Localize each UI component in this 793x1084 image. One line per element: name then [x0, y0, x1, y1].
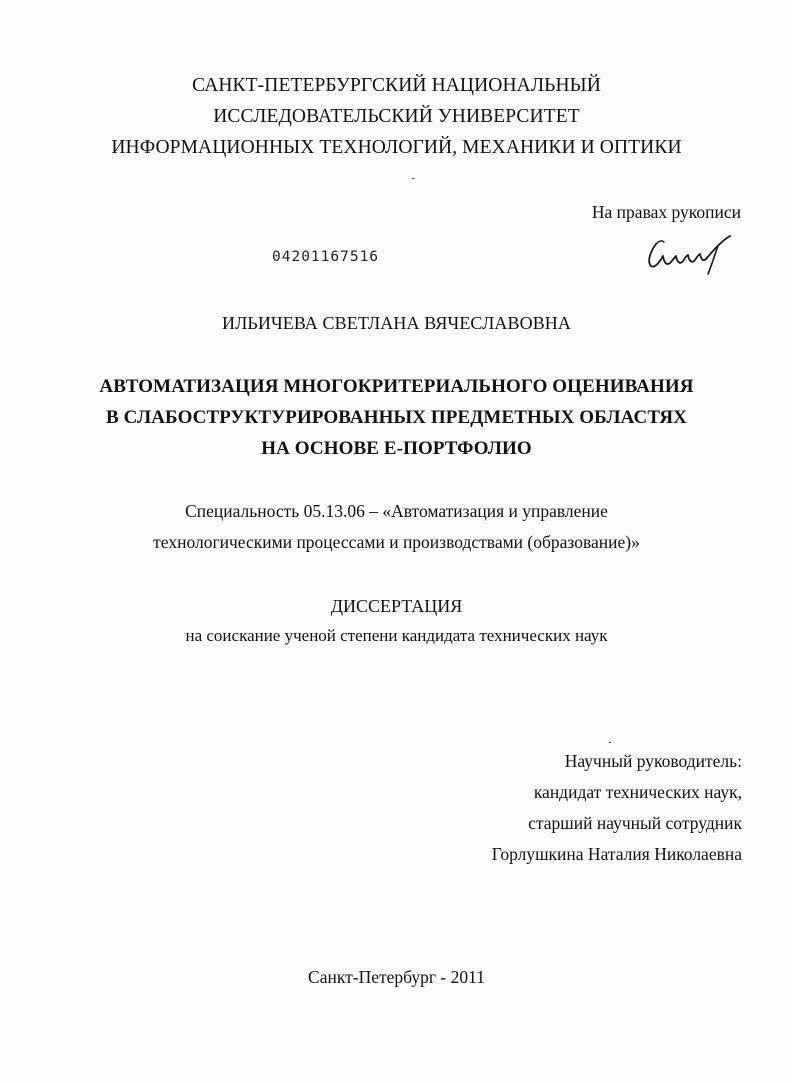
title-line-2: В СЛАБОСТРУКТУРИРОВАННЫХ ПРЕДМЕТНЫХ ОБЛАСТЯХ	[105, 407, 688, 428]
supervisor-label: Научный руководитель:	[564, 751, 742, 771]
university-name-line-3: ИНФОРМАЦИОННЫХ ТЕХНОЛОГИЙ, МЕХАНИКИ И ОПТИКИ	[111, 137, 682, 158]
scan-speck	[609, 742, 611, 743]
archive-number: 04201167516	[272, 249, 380, 265]
supervisor-name: Горлушкина Наталия Николаевна	[491, 844, 742, 864]
specialty-line-2: технологическими процессами и производствами (образование)»	[153, 532, 640, 552]
title-line-1: АВТОМАТИЗАЦИЯ МНОГОКРИТЕРИАЛЬНОГО ОЦЕНИВАНИЯ	[99, 376, 694, 397]
manuscript-note: На правах рукописи	[591, 202, 741, 222]
author-signature-icon	[642, 232, 734, 276]
specialty-line-1: Специальность 05.13.06 – «Автоматизация и управление	[185, 501, 608, 521]
place-year: Санкт-Петербург - 2011	[308, 967, 485, 987]
university-name-line-2: ИССЛЕДОВАТЕЛЬСКИЙ УНИВЕРСИТЕТ	[213, 106, 580, 127]
title-line-3: НА ОСНОВЕ Е-ПОРТФОЛИО	[261, 438, 532, 459]
university-name-line-1: САНКТ-ПЕТЕРБУРГСКИЙ НАЦИОНАЛЬНЫЙ	[192, 75, 601, 96]
dissertation-heading: ДИССЕРТАЦИЯ	[330, 596, 463, 616]
author-name: ИЛЬИЧЕВА СВЕТЛАНА ВЯЧЕСЛАВОВНА	[222, 313, 571, 333]
supervisor-position: старший научный сотрудник	[528, 813, 742, 833]
supervisor-degree: кандидат технических наук,	[533, 782, 742, 802]
scan-speck	[412, 178, 414, 179]
dissertation-subtitle: на соискание ученой степени кандидата технических наук	[185, 626, 608, 645]
